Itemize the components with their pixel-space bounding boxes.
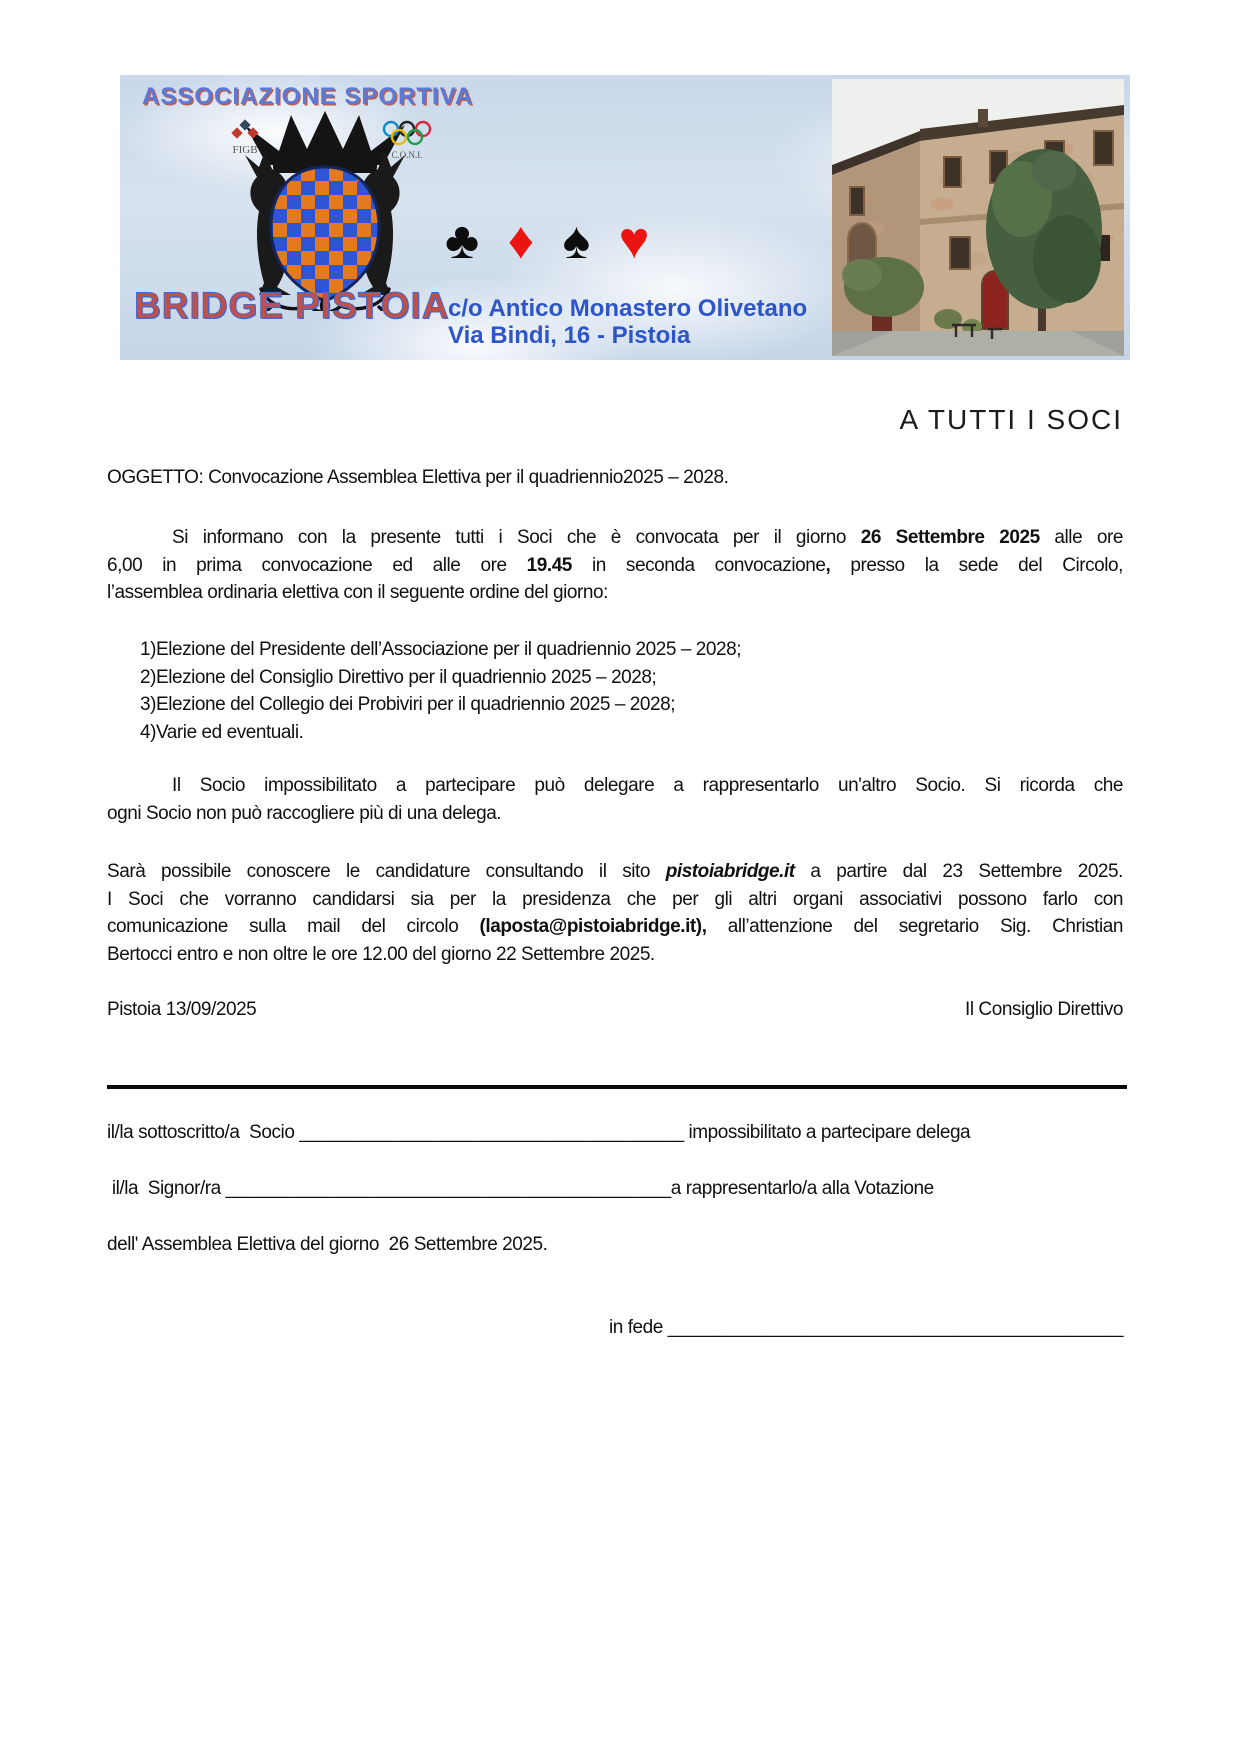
paragraph-convocation: Si informano con la presente tutti i Soci che è convocata per il giorno 26 Settembre 2025 alle ore 6,00 in prima convocazione ed alle ore 19.45 in seconda convocazione, presso la sede del Circolo, l’assemblea ordinaria elettiva con il seguente ordine del giorno: [107, 527, 1123, 603]
recipient-heading: A TUTTI I SOCI [899, 404, 1123, 435]
address-line-2: Via Bindi, 16 - Pistoia [448, 322, 691, 349]
place-date: Pistoia 13/09/2025 [107, 999, 257, 1020]
subject-line: OGGETTO: Convocazione Assemblea Elettiva per il quadriennio2025 – 2028. [107, 467, 729, 488]
form-line-delegate: il/la Signor/ra ____________________________________________a rappresentarlo/a alla Votazione [107, 1178, 934, 1199]
form-line-in-fede: in fede _____________________________________________ [609, 1317, 1123, 1338]
address-line-1: c/o Antico Monastero Olivetano [448, 295, 808, 322]
signature: Il Consiglio Direttivo [965, 999, 1123, 1020]
spade-suit-icon: ♠ [562, 212, 591, 270]
svg-text:FIGB: FIGB [232, 144, 258, 156]
separator-rule [107, 1085, 1127, 1089]
paragraph-candidatures: Sarà possibile conoscere le candidature consultando il sito pistoiabridge.it a partire dal 23 Settembre 2025. I Soci che vorranno candidarsi sia per la presidenza che per gli altri organi associativi possono farlo con comunicazione sulla mail del circolo (laposta@pistoiabridge.it), all’attenzione del segretario Sig. Christian Bertocci entro e non oltre le ore 12.00 del giorno 22 Settembre 2025. [107, 861, 1123, 965]
agenda-list: 1)Elezione del Presidente dell’Associazione per il quadriennio 2025 – 2028; 2)Elezione del Consiglio Direttivo per il quadriennio 2025 – 2028; 3)Elezione del Collegio dei Probiviri per il quadriennio 2025 – 2028; 4)Varie ed eventuali. [140, 639, 742, 743]
club-suit-icon: ♣ [445, 212, 480, 270]
club-address [448, 295, 807, 349]
date-signature-row [107, 996, 1123, 1024]
diamond-suit-icon: ♦ [507, 212, 535, 270]
form-line-member: il/la sottoscritto/a Socio ______________________________________ impossibilitato a partecipare delega [107, 1122, 971, 1143]
card-suits-row [445, 212, 664, 270]
form-line-assembly-date: dell' Assemblea Elettiva del giorno 26 Settembre 2025. [107, 1234, 548, 1255]
svg-text:C.O.N.I.: C.O.N.I. [391, 150, 423, 160]
club-name-title: BRIDGE PISTOIA [134, 285, 450, 326]
club-crest-logo [175, 111, 475, 311]
association-title: ASSOCIAZIONE SPORTIVA [142, 83, 474, 110]
paragraph-delegation: Il Socio impossibilitato a partecipare può delegare a rappresentarlo un'altro Socio. Si ricorda che ogni Socio non può raccogliere più di una delega. [107, 775, 1123, 824]
heart-suit-icon: ♥ [618, 212, 650, 270]
monastery-photo [832, 79, 1124, 356]
checkered-shield [271, 167, 379, 301]
header-banner [120, 75, 1130, 360]
